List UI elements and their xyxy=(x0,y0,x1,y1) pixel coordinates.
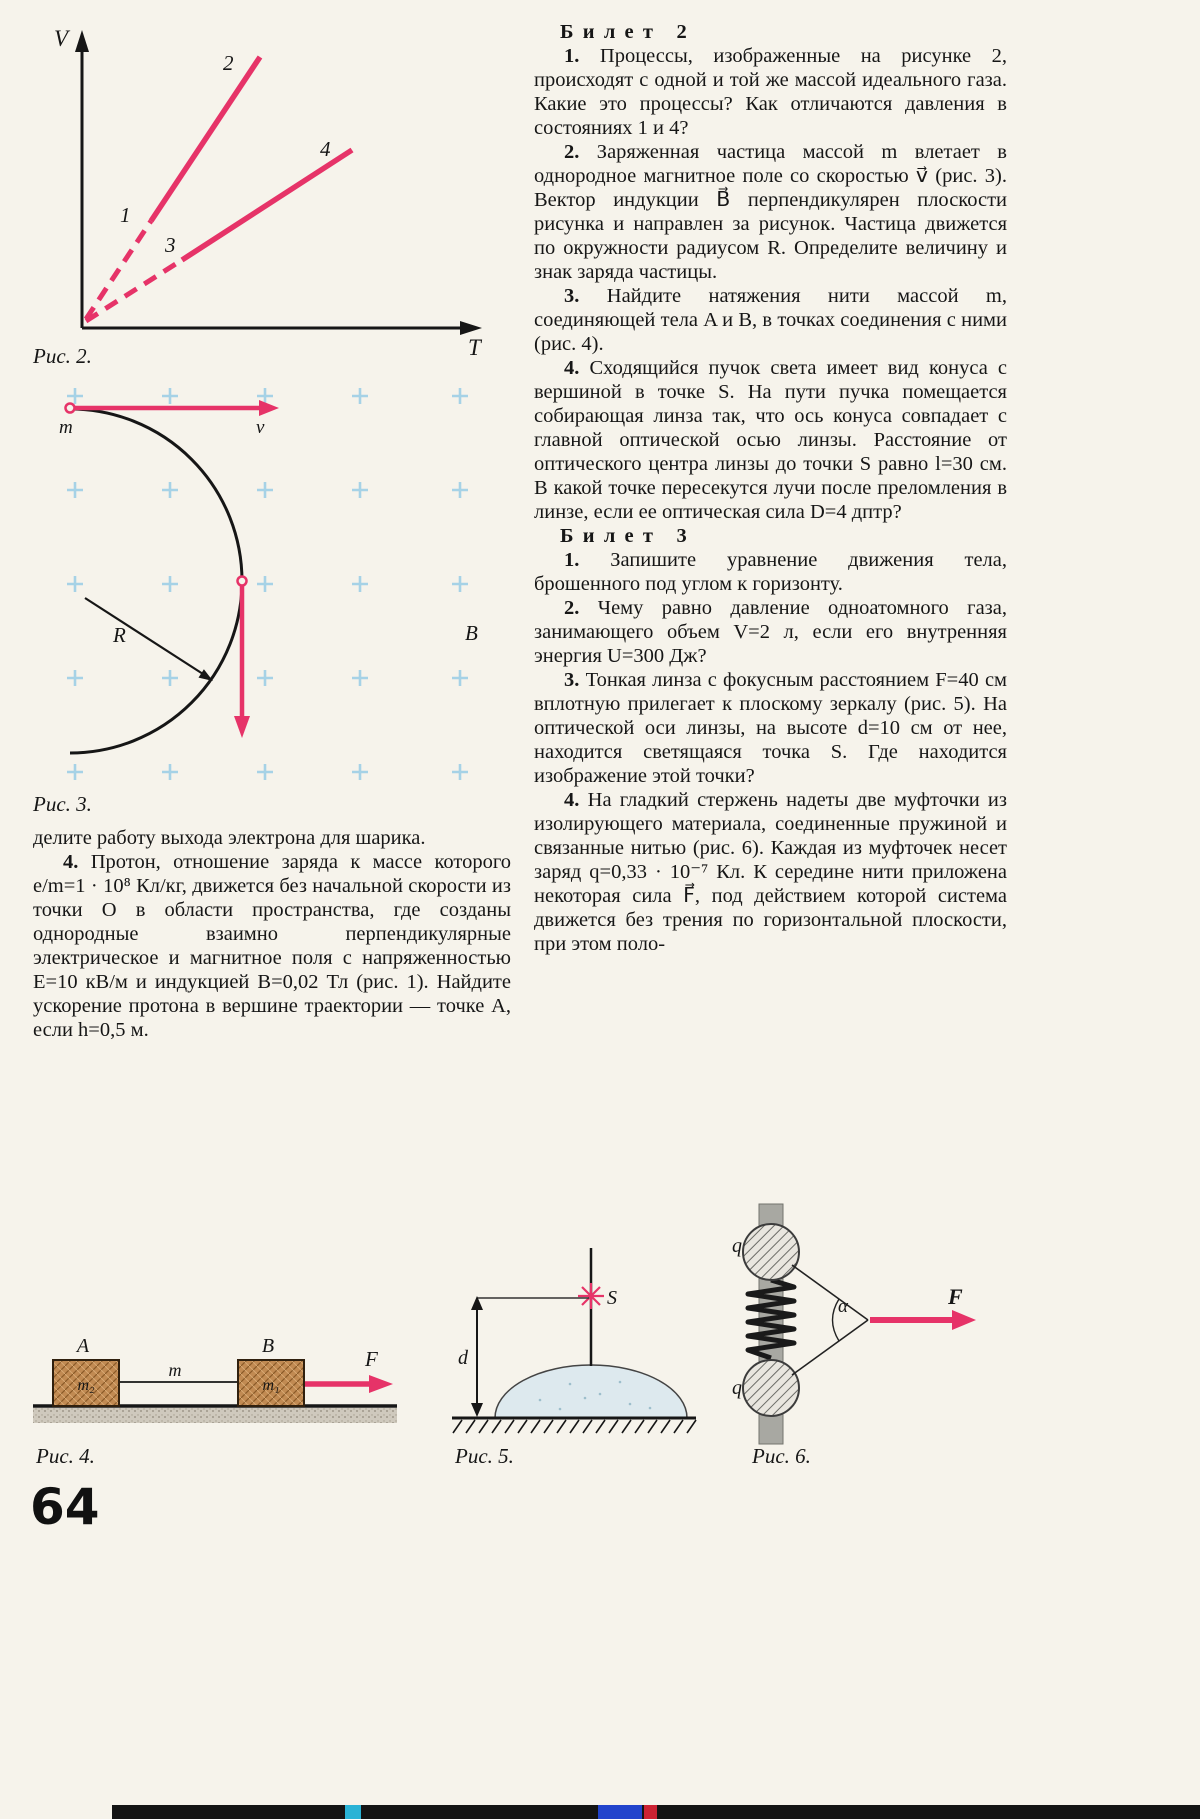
item-text: Чему равно давление одноатомного газа, занимающего объем V=2 л, если его внутренняя энергия U=300 Дж? xyxy=(534,597,1007,667)
mass-2-label: m₂ xyxy=(77,1377,95,1394)
circular-trajectory xyxy=(70,409,242,753)
charge-top-label: q xyxy=(732,1235,742,1257)
item-number: 4. xyxy=(63,851,79,873)
force-arrowhead-icon xyxy=(369,1375,393,1393)
thread-bottom xyxy=(792,1320,868,1375)
field-crosses-icon xyxy=(67,388,468,780)
particle-dot xyxy=(238,577,247,586)
figure-5-caption: Рис. 5. xyxy=(455,1444,514,1468)
process-line-3-4-dashed xyxy=(86,260,182,321)
right-column xyxy=(534,20,1007,956)
velocity-arrowhead-icon xyxy=(259,400,279,416)
item-number: 1. xyxy=(564,45,580,67)
ticket-2-heading: Билет 2 xyxy=(560,21,696,43)
state-label-3: 3 xyxy=(165,233,176,257)
velocity-label: v xyxy=(256,417,265,438)
ticket-2-item-3 xyxy=(534,284,1007,356)
figure-6-spring-charges xyxy=(718,1192,1008,1454)
figure-3-magnetic-field xyxy=(15,386,535,798)
left-column xyxy=(33,826,511,1042)
height-d-label: d xyxy=(458,1347,468,1369)
state-label-1: 1 xyxy=(120,203,131,227)
ground-band xyxy=(33,1408,397,1423)
item-text: Протон, отношение заряда к массе которого e/m=1 · 10⁸ Кл/кг, движется без начальной скорости из точки O в области пространства, где созданы однородные взаимно перпендикулярные электрическое и магнитное поля с напряженностью E=10 кВ/м и индукцией B=0,02 Тл (рис. 1). Найдите ускорение протона в вершине траектории — точке A, если h=0,5 м. xyxy=(33,851,511,1041)
scan-artifact-cyan xyxy=(345,1805,361,1819)
item-text: Тонкая линза с фокусным расстоянием F=40 см вплотную прилегает к плоскому зеркалу (рис. 5). На оптической оси линзы, на высоте d=10 см от нее, находится светящаяся точка S. Где находится изображение этой точки? xyxy=(534,669,1008,787)
item-number: 4. xyxy=(564,357,580,379)
axis-label-v: V xyxy=(54,26,69,51)
left-problem-4 xyxy=(33,850,511,1042)
figure-3-caption: Рис. 3. xyxy=(33,792,92,816)
ticket-3-item-3 xyxy=(534,668,1007,788)
ticket-2-item-4 xyxy=(534,356,1007,524)
item-text: Заряженная частица массой m влетает в однородное магнитное поле со скоростью v⃗ (рис. 3). Вектор индукции B⃗ перпендикулярен плоскости рисунка и направлен за рисунок. Частица движется по окружности радиусом R. Определите величину и знак заряда частицы. xyxy=(534,141,1007,283)
item-number: 3. xyxy=(564,285,580,307)
item-text: Сходящийся пучок света имеет вид конуса с вершиной в точке S. На пути пучка помещается собирающая линза так, что ось конуса совпадает с главной оптической осью линзы. Расстояние от оптического центра линзы до точки S равно l=30 см. В какой точке пересекутся лучи после преломления в линзе, если ее оптическая сила D=4 дптр? xyxy=(534,357,1008,523)
mass-1-label: m₁ xyxy=(262,1377,280,1394)
state-label-4: 4 xyxy=(320,137,331,161)
particle-start-dot xyxy=(66,404,75,413)
angle-alpha-label: α xyxy=(838,1296,848,1317)
v-axis-arrowhead-icon xyxy=(75,30,89,52)
ticket-3-heading: Билет 3 xyxy=(560,525,696,547)
charge-bottom-label: q xyxy=(732,1377,742,1399)
process-line-1-2-solid xyxy=(151,57,260,221)
item-number: 4. xyxy=(564,789,580,811)
figure-6-caption: Рис. 6. xyxy=(752,1444,811,1468)
force-label: F xyxy=(365,1347,378,1371)
item-number: 3. xyxy=(564,669,580,691)
point-s-label: S xyxy=(607,1287,617,1309)
item-number: 1. xyxy=(564,549,580,571)
axis-label-t: T xyxy=(468,335,481,360)
spring xyxy=(748,1280,794,1358)
continuation-paragraph: делите работу выхода электрона для шарика. xyxy=(33,827,426,849)
figure-2-caption: Рис. 2. xyxy=(33,344,92,368)
state-label-2: 2 xyxy=(223,51,234,75)
ticket-2-item-2 xyxy=(534,140,1007,284)
block-a-label: A xyxy=(76,1335,90,1357)
scan-artifact-red xyxy=(644,1805,657,1819)
block-b-label: B xyxy=(261,1335,275,1357)
ticket-3-item-1 xyxy=(534,548,1007,596)
radius-arrowhead-icon xyxy=(199,669,214,681)
scan-artifact-blue xyxy=(598,1805,642,1819)
radius-label: R xyxy=(113,623,126,647)
radius-arrow xyxy=(85,598,203,674)
figure-4-caption: Рис. 4. xyxy=(36,1444,95,1468)
mass-label: m xyxy=(59,417,73,438)
process-line-3-4-solid xyxy=(182,150,352,260)
force-arrowhead-icon xyxy=(952,1310,976,1330)
item-number: 2. xyxy=(564,141,580,163)
figure-4-blocks xyxy=(25,1318,415,1440)
force-arrowhead-icon xyxy=(234,716,250,738)
process-line-1-2-dashed xyxy=(86,221,151,319)
item-text: Найдите натяжения нити массой m, соединяющей тела A и B, в точках соединения с ними (рис. 4). xyxy=(534,285,1007,355)
ticket-3-item-2 xyxy=(534,596,1007,668)
figure-5-lens-mirror xyxy=(440,1232,720,1437)
item-text: Запишите уравнение движения тела, брошенного под углом к горизонту. xyxy=(534,549,1007,595)
thread-top xyxy=(792,1265,868,1320)
page-number: 64 xyxy=(30,1478,100,1536)
item-text: Процессы, изображенные на рисунке 2, происходят с одной и той же массой идеального газа. Какие это процессы? Как отличаются давления в состояниях 1 и 4? xyxy=(534,45,1008,139)
ticket-3-item-4 xyxy=(534,788,1007,956)
lens-dome xyxy=(495,1365,687,1418)
force-label: F xyxy=(948,1284,963,1309)
dimension-arrowhead-bottom-icon xyxy=(471,1403,483,1417)
thread-mass-label: m xyxy=(168,1360,182,1380)
ticket-2-item-1 xyxy=(534,44,1007,140)
mirror-hatch xyxy=(453,1420,696,1433)
field-label-b: B xyxy=(465,621,478,645)
t-axis-arrowhead-icon xyxy=(460,321,482,335)
item-text: На гладкий стержень надеты две муфточки из изолирующего материала, соединенные пружиной и связанные нитью (рис. 6). Каждая из муфточек несет заряд q=0,33 · 10⁻⁷ Кл. К середине нити приложена некоторая сила F⃗, под действием которой система движется без трения по горизонтальной плоскости, при этом поло- xyxy=(534,789,1008,955)
sleeve-bottom xyxy=(743,1360,799,1416)
figure-2-vt-graph xyxy=(20,10,520,365)
scan-artifact-bar xyxy=(112,1805,1200,1819)
point-source-dot xyxy=(588,1293,593,1298)
item-number: 2. xyxy=(564,597,580,619)
sleeve-top xyxy=(743,1224,799,1280)
